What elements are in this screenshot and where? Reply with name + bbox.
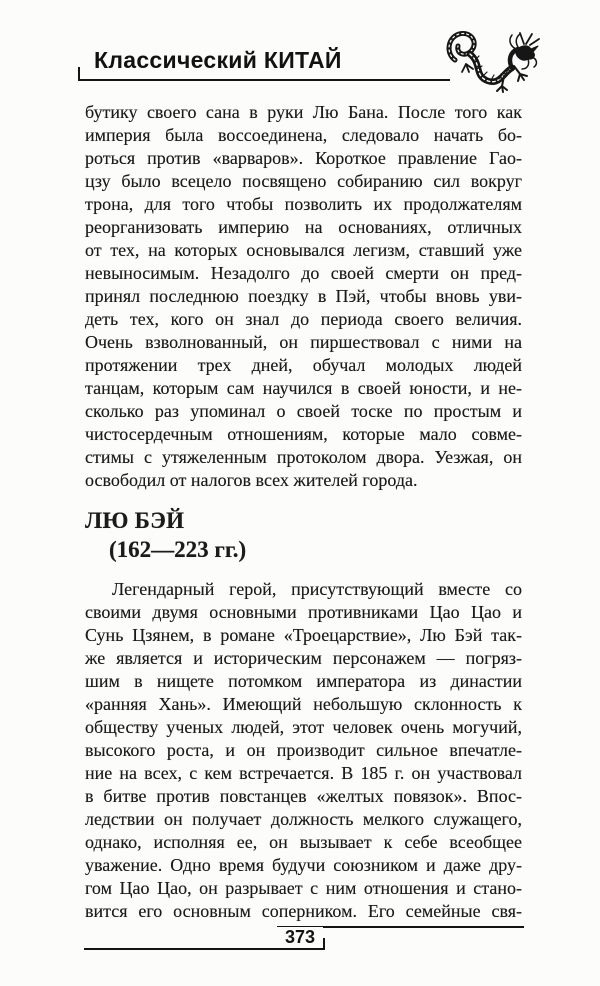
text-line: сколько раз упоминал о своей тоске по простым и [85,401,522,421]
text-line: танцам, которым сам научился в своей юности, и не- [85,378,522,398]
text-line: вится его основным соперником. Его семейные свя- [85,901,522,921]
text-line: своими двумя основными противниками Цао Цао и [85,602,522,622]
text-line: трона, для того чтобы позволить их продолжателям [85,194,522,214]
text-line: Легендарный герой, присутствующий вместе со [112,579,522,599]
page-number: 373 [277,927,323,947]
text-line: же является и историческим персонажем — погряз- [85,648,522,668]
text-line: гом Цао Цао, он разрывает с ним отношения и стано- [85,878,522,898]
text-line: в битве против повстанцев «желтых повязок». Впос- [85,786,522,806]
text-line: стимы с утяжеленным протоколом двора. Уезжая, он [85,447,522,467]
text-line: реорганизовать империю на основаниях, отличных [85,217,522,237]
text-line: принял последнюю поездку в Пэй, чтобы вновь уви- [85,286,522,306]
text-line: роться против «варваров». Короткое правление Гао- [85,148,522,168]
text-line: протяжении трех дней, обучал молодых людей [85,355,522,375]
text-line: шим в нищете потомком императора из династии [85,671,522,691]
text-line: обществу ученых людей, этот человек очень могучий, [85,717,522,737]
text-line: «ранняя Хань». Имеющий небольшую склонность к [85,694,522,714]
paragraph-continuation [85,101,522,492]
text-line: Очень взволнованный, он пиршествовал с ними на [85,332,522,352]
text-line: невыносимым. Незадолго до своей смерти он пред- [85,263,522,283]
section-heading-name: ЛЮ БЭЙ [85,508,185,533]
text-line: уважение. Одно время будучи союзником и даже дру- [85,855,522,875]
text-line: от тех, на которых основывался легизм, ставший уже [85,240,522,260]
text-line: Сунь Цзянем, в романе «Троецарствие», Лю Бэй так- [85,625,522,645]
section-heading-years: (162—223 гг.) [109,537,247,562]
paragraph-liu-bei [85,578,522,923]
text-line: империя была воссоединена, следовало начать бо- [85,125,522,145]
text-line: чистосердечным отношениям, которые мало совме- [85,424,522,444]
chinese-dragon-ornament-icon [442,24,540,94]
text-line: ние на всех, с кем встречается. В 185 г. он участвовал [85,763,522,783]
text-line: освободил от налогов всех жителей города. [85,470,418,490]
text-line: бутику своего сана в руки Лю Бана. После того как [85,102,522,122]
text-line: деть тех, кого он знал до периода своего величия. [85,309,522,329]
page-header-title: Классический КИТАЙ [94,47,342,73]
header-rule [78,67,450,81]
text-line: цзу было всецело посвящено собиранию сил вокруг [85,171,522,191]
text-line: ледствии он получает должность мелкого служащего, [85,809,522,829]
text-line: высокого роста, и он производит сильное впечатле- [85,740,522,760]
text-line: однако, исполняя ее, он вызывает к себе всеобщее [85,832,522,852]
